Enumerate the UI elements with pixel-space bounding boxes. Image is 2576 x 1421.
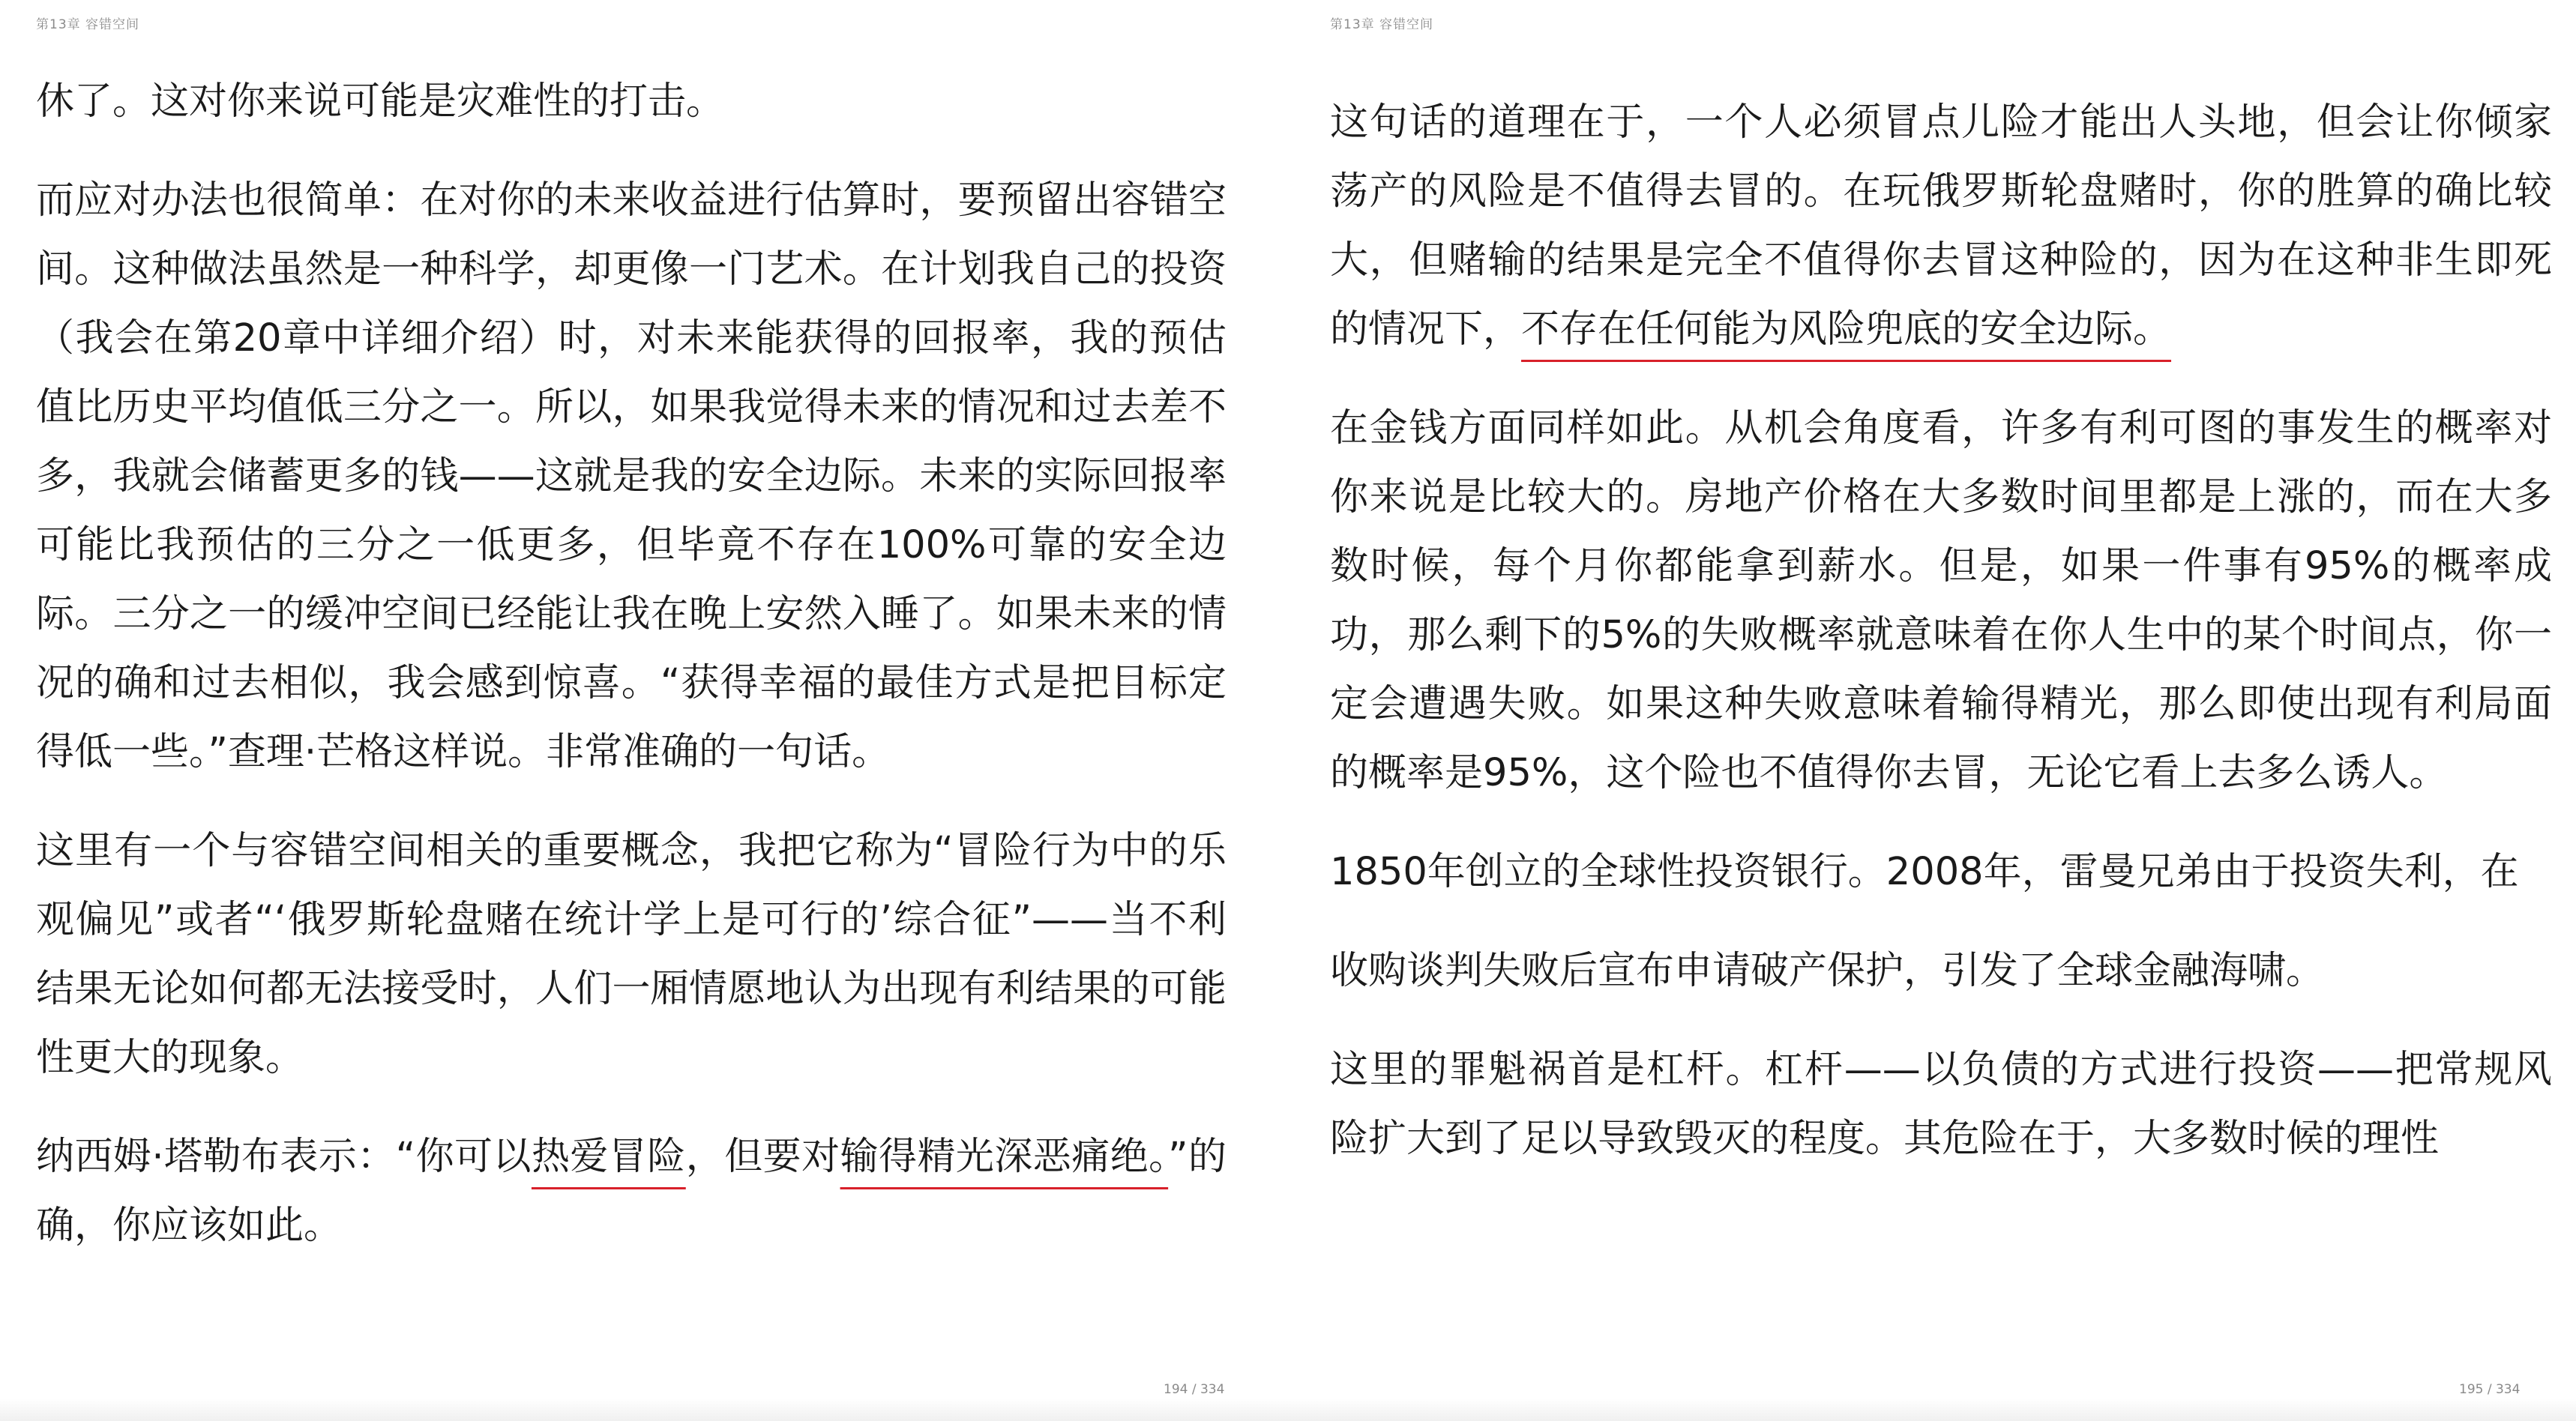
paragraph <box>1330 1036 2552 1174</box>
paragraph <box>36 1123 1227 1261</box>
paragraph <box>1330 838 2552 907</box>
chapter-header: 第13章 容错空间 <box>1330 17 1434 32</box>
paragraph <box>36 166 1227 787</box>
text-run: 纳西姆·塔勒布表示：“你可以 <box>36 1135 532 1179</box>
paragraph <box>1330 88 2552 364</box>
text-run: 1850年创立的全球性投资银行。2008年，雷曼兄弟由于投资失利，在 <box>1330 850 2519 894</box>
highlighted-text: 不存在任何能为风险兜底的安全边际。 <box>1521 307 2172 352</box>
text-run: 在金钱方面同样如此。从机会角度看，许多有利可图的事发生的概率对你来说是比较大的。房地产价格在大多数时间里都是上涨的，而在大多数时候，每个月你都能拿到薪水。但是，如果一件事有95%的概率成功，那么剩下的5%的失败概率就意味着在你人生中的某个时间点，你一定会遭遇失败。如果这种失败意味着输得精光，那么即使出现有利局面的概率是95%，这个险也不值得你去冒，无论它看上去多么诱人。 <box>1330 406 2552 795</box>
right-page <box>1288 0 2576 1421</box>
text-run: ，但要对 <box>685 1135 840 1179</box>
text-run: 休了。这对你来说可能是灾难性的打击。 <box>36 79 725 124</box>
text-run: 而应对办法也很简单：在对你的未来收益进行估算时，要预留出容错空间。这种做法虽然是一种科学，却更像一门艺术。在计划我自己的投资（我会在第20章中详细介绍）时，对未来能获得的回报率，我的预估值比历史平均值低三分之一。所以，如果我觉得未来的情况和过去差不多，我就会储蓄更多的钱——这就是我的安全边际。未来的实际回报率可能比我预估的三分之一低更多，但毕竟不存在100%可靠的安全边际。三分之一的缓冲空间已经能让我在晚上安然入睡了。如果未来的情况的确和过去相似，我会感到惊喜。“获得幸福的最佳方式是把目标定得低一些。”查理·芒格这样说。非常准确的一句话。 <box>36 178 1227 774</box>
text-run: ”的确，你应该如此。 <box>36 1135 1227 1248</box>
page-number: 195 / 334 <box>2459 1382 2521 1397</box>
page-text <box>36 67 1227 1291</box>
paragraph <box>36 67 1227 136</box>
chapter-header: 第13章 容错空间 <box>36 17 140 32</box>
paragraph <box>1330 937 2552 1006</box>
text-run: 这句话的道理在于，一个人必须冒点儿险才能出人头地，但会让你倾家荡产的风险是不值得去冒的。在玩俄罗斯轮盘赌时，你的胜算的确比较大，但赌输的结果是完全不值得你去冒这种险的，因为在这种非生即死的情况下， <box>1330 100 2552 352</box>
paragraph <box>36 817 1227 1093</box>
paragraph <box>1330 394 2552 808</box>
bottom-edge-shadow <box>0 1399 2576 1421</box>
page-text <box>1330 88 2552 1204</box>
page-number: 194 / 334 <box>1164 1382 1225 1397</box>
highlighted-text: 热爱冒险 <box>531 1135 686 1179</box>
highlighted-text: 输得精光深恶痛绝。 <box>840 1135 1169 1179</box>
text-run: 收购谈判失败后宣布申请破产保护，引发了全球金融海啸。 <box>1330 949 2325 993</box>
text-run: 这里有一个与容错空间相关的重要概念，我把它称为“冒险行为中的乐观偏见”或者“‘俄罗斯轮盘赌在统计学上是可行的’综合征”——当不利结果无论如何都无法接受时，人们一厢情愿地认为出现有利结果的可能性更大的现象。 <box>36 829 1227 1080</box>
text-run: 这里的罪魁祸首是杠杆。杠杆——以负债的方式进行投资——把常规风险扩大到了足以导致毁灭的程度。其危险在于，大多数时候的理性 <box>1330 1048 2552 1161</box>
